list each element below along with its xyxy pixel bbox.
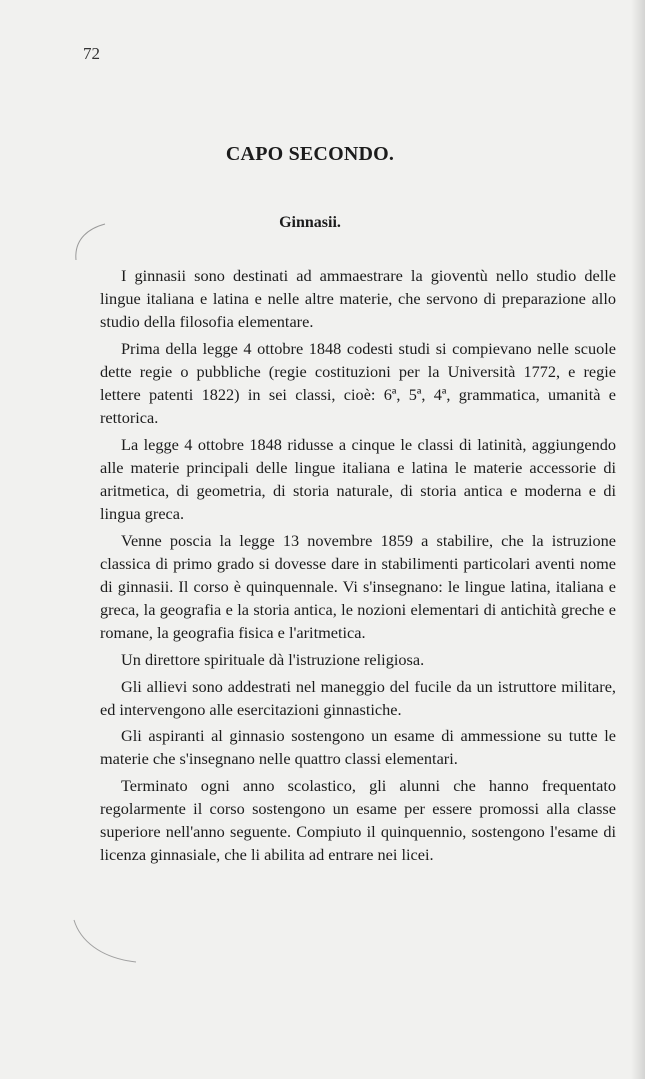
paragraph: Un direttore spirituale dà l'istruzione religiosa. xyxy=(121,649,425,669)
paragraph: La legge 4 ottobre 1848 ridusse a cinque le classi di latinità, aggiungendo alle materie principali delle lingue italiana e latina le materie accessorie di aritmetica, di geometria, di storia naturale, di storia antica e moderna e di lingua greca. xyxy=(100,434,616,524)
paragraph: Terminato ogni anno scolastico, gli alunni che hanno frequentato regolarmente il corso sostengono un esame per essere promossi alla classe superiore nell'anno seguente. Compiuto il quinquennio, sostengono l'esame di licenza ginnasiale, che li abilita ad entrare nei licei. xyxy=(100,776,616,865)
page-number: 72 xyxy=(83,44,100,63)
paragraph: Gli allievi sono addestrati nel maneggio del fucile da un istruttore militare, ed intervengono alle esercitazioni ginnastiche. xyxy=(100,676,616,719)
paragraph: Venne poscia la legge 13 novembre 1859 a stabilire, che la istruzione classica di primo grado si dovesse dare in stabilimenti particolari aventi nome di ginnasii. Il corso è quinquennale. Vi s'insegnano: le lingue latina, italiana e greca, la geografia e la storia antica, le nozioni elementari di antichità greche e romane, la geografia fisica e l'aritmetica. xyxy=(100,530,616,643)
paragraph: Gli aspiranti al ginnasio sostengono un esame di ammessione su tutte le materie che s'insegnano nelle quattro classi elementari. xyxy=(100,726,616,769)
paragraph: Prima della legge 4 ottobre 1848 codesti studi si compievano nelle scuole dette regie o pubbliche (regie costituzioni per la Università 1772, e regie lettere patenti 1822) in sei classi, cioè: 6ª, 5ª, 4ª, grammatica, umanità e rettorica. xyxy=(100,338,616,428)
chapter-title: CAPO SECONDO. xyxy=(225,143,395,165)
section-title: Ginnasii. xyxy=(279,214,341,231)
paragraph: I ginnasii sono destinati ad ammaestrare la gioventù nello studio delle lingue italiana e latina e nelle altre materie, che servono di preparazione allo studio della filosofia elementare. xyxy=(100,266,616,332)
body-text xyxy=(100,264,616,870)
page-edge-shadow xyxy=(631,0,645,1079)
pencil-mark-icon xyxy=(70,880,140,970)
